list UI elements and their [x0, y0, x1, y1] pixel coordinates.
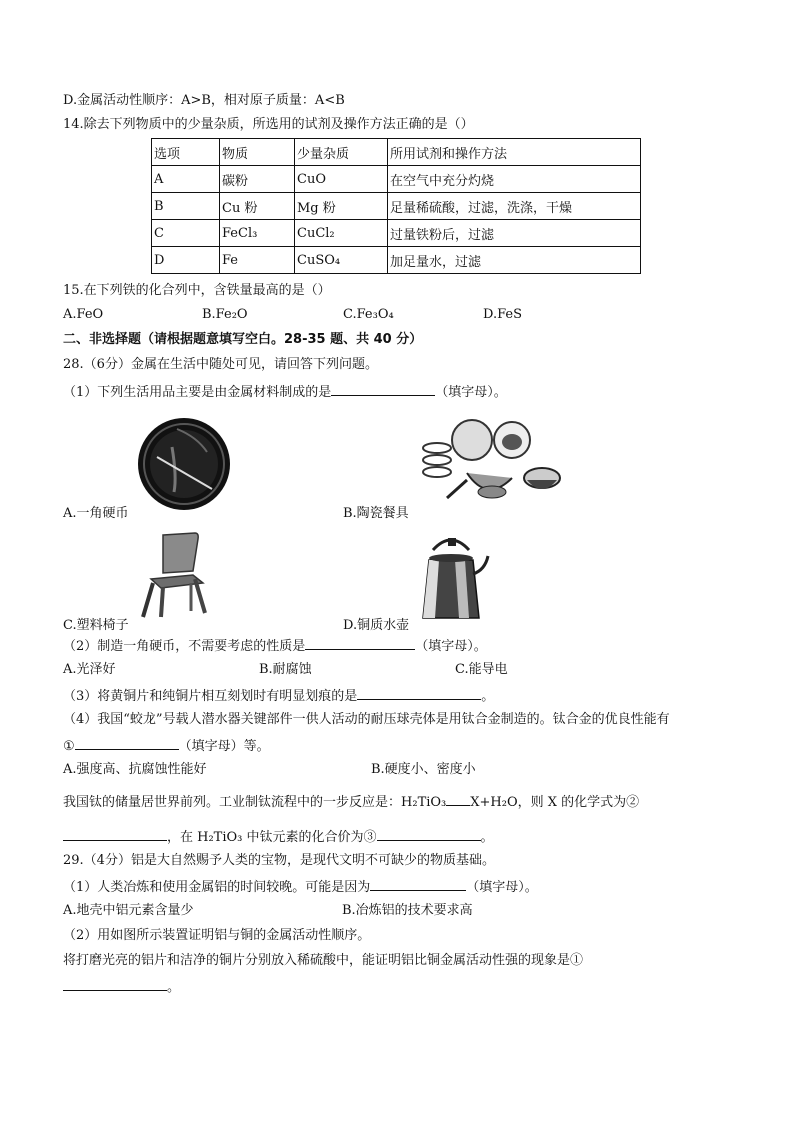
table-header: 选项	[152, 139, 220, 166]
option-b: B.硬度小、密度小	[371, 762, 476, 777]
ceramic-tableware-image	[417, 418, 567, 506]
table-cell: 碳粉	[220, 166, 295, 193]
q28-stem: 28.（6分）金属在生活中随处可见，请回答下列问题。	[63, 357, 378, 372]
table-cell: CuSO₄	[295, 247, 388, 274]
option-c-caption: C.塑料椅子	[63, 618, 129, 633]
table-cell: D	[152, 247, 220, 274]
q29-part2: （2）用如图所示装置证明铝与铜的金属活动性顺序。	[63, 928, 371, 943]
q28-part6-suffix: 。	[480, 830, 494, 845]
table-header: 物质	[220, 139, 295, 166]
q29-part1-suffix: （填字母）。	[466, 880, 538, 895]
option-a: A.地壳中铝元素含量少	[63, 903, 194, 918]
q28-part3-suffix: 。	[481, 689, 495, 704]
option-a-caption: A.一角硬币	[63, 506, 129, 521]
q28-part5	[63, 792, 639, 812]
option-b: B.冶炼铝的技术要求高	[342, 903, 473, 918]
q29-part4-suffix: 。	[167, 980, 181, 995]
table-cell: 足量稀硫酸，过滤，洗涤，干燥	[388, 193, 641, 220]
section-heading: 二、非选择题（请根据题意填写空白。28-35 题、共 40 分）	[63, 332, 423, 347]
plastic-chair-image	[133, 531, 213, 619]
table-header: 所用试剂和操作方法	[388, 139, 641, 166]
option-d-caption: D.铜质水壶	[343, 618, 410, 633]
q28-part2-suffix: （填字母）。	[415, 639, 487, 654]
q28-part2	[63, 636, 487, 656]
table-row	[152, 220, 641, 247]
table-cell: 过量铁粉后，过滤	[388, 220, 641, 247]
q28-part1-suffix: （填字母）。	[435, 385, 507, 400]
q28-part5-mid: X+H₂O，则 X 的化学式为②	[470, 795, 640, 810]
table-cell: Cu 粉	[220, 193, 295, 220]
table-cell: B	[152, 193, 220, 220]
answer-blank[interactable]	[63, 977, 167, 991]
q29-part1-text: （1）人类冶炼和使用金属铝的时间较晚。可能是因为	[63, 880, 371, 895]
table-row	[152, 247, 641, 274]
q15-option-c: C.Fe₃O₄	[343, 307, 394, 322]
option-a: A.强度高、抗腐蚀性能好	[63, 762, 207, 777]
answer-blank[interactable]	[370, 877, 466, 891]
q15-option-a: A.FeO	[63, 307, 104, 322]
answer-blank[interactable]	[305, 636, 415, 650]
table-row	[152, 166, 641, 193]
q14-table	[151, 138, 641, 274]
option-a: A.光泽好	[63, 662, 116, 677]
table-cell: Mg 粉	[295, 193, 388, 220]
q13-option-d: D.金属活动性顺序：A>B，相对原子质量：A<B	[63, 93, 345, 108]
q28-part3-text: （3）将黄铜片和纯铜片相互刻划时有明显划痕的是	[63, 689, 358, 704]
table-row	[152, 193, 641, 220]
answer-blank[interactable]	[331, 382, 435, 396]
table-cell: 在空气中充分灼烧	[388, 166, 641, 193]
coin-image	[137, 417, 232, 512]
option-c: C.能导电	[455, 662, 508, 677]
copper-kettle-image	[415, 530, 490, 622]
table-cell: Fe	[220, 247, 295, 274]
reaction-arrow-blank	[446, 792, 470, 806]
q28-part1-text: （1）下列生活用品主要是由金属材料制成的是	[63, 385, 332, 400]
q29-stem: 29.（4分）铝是大自然赐予人类的宝物，是现代文明不可缺少的物质基础。	[63, 853, 495, 868]
answer-blank[interactable]	[357, 686, 481, 700]
q28-part3	[63, 686, 494, 706]
q15-option-b: B.Fe₂O	[202, 307, 248, 322]
answer-blank[interactable]	[63, 827, 167, 841]
q28-part4-suffix: （填字母）等。	[178, 739, 270, 754]
q29-part4	[63, 977, 180, 997]
table-header-row	[152, 139, 641, 166]
q14-stem: 14.除去下列物质中的少量杂质，所选用的试剂及操作方法正确的是（）	[63, 117, 474, 132]
reaction-formula: H₂TiO₃	[401, 795, 447, 810]
q29-part1	[63, 877, 538, 897]
table-cell: CuO	[295, 166, 388, 193]
q15-option-d: D.FeS	[483, 307, 522, 322]
table-cell: A	[152, 166, 220, 193]
q28-part6-text: ，在 H₂TiO₃ 中钛元素的化合价为③	[167, 830, 377, 845]
table-cell: CuCl₂	[295, 220, 388, 247]
answer-blank[interactable]	[75, 736, 179, 750]
q28-part4-marker: ①	[63, 739, 75, 754]
option-b: B.耐腐蚀	[259, 662, 312, 677]
q28-part5-text: 我国钛的储量居世界前列。工业制钛流程中的一步反应是：	[63, 795, 402, 810]
table-cell: FeCl₃	[220, 220, 295, 247]
q28-part2-text: （2）制造一角硬币，不需要考虑的性质是	[63, 639, 306, 654]
q28-part4: （4）我国“蛟龙”号载人潜水器关键部件一供人活动的耐压球壳体是用钛合金制造的。钛合金的优良性能有	[63, 712, 670, 727]
q15-stem: 15.在下列铁的化合列中，含铁量最高的是（）	[63, 283, 331, 298]
table-cell: 加足量水，过滤	[388, 247, 641, 274]
option-b-caption: B.陶瓷餐具	[343, 506, 409, 521]
q28-part1	[63, 382, 507, 402]
q28-part6	[63, 827, 494, 847]
q28-part4-blank	[63, 736, 270, 756]
table-header: 少量杂质	[295, 139, 388, 166]
q29-part3: 将打磨光亮的铝片和洁净的铜片分别放入稀硫酸中，能证明铝比铜金属活动性强的现象是①	[63, 953, 584, 968]
table-cell: C	[152, 220, 220, 247]
answer-blank[interactable]	[377, 827, 481, 841]
